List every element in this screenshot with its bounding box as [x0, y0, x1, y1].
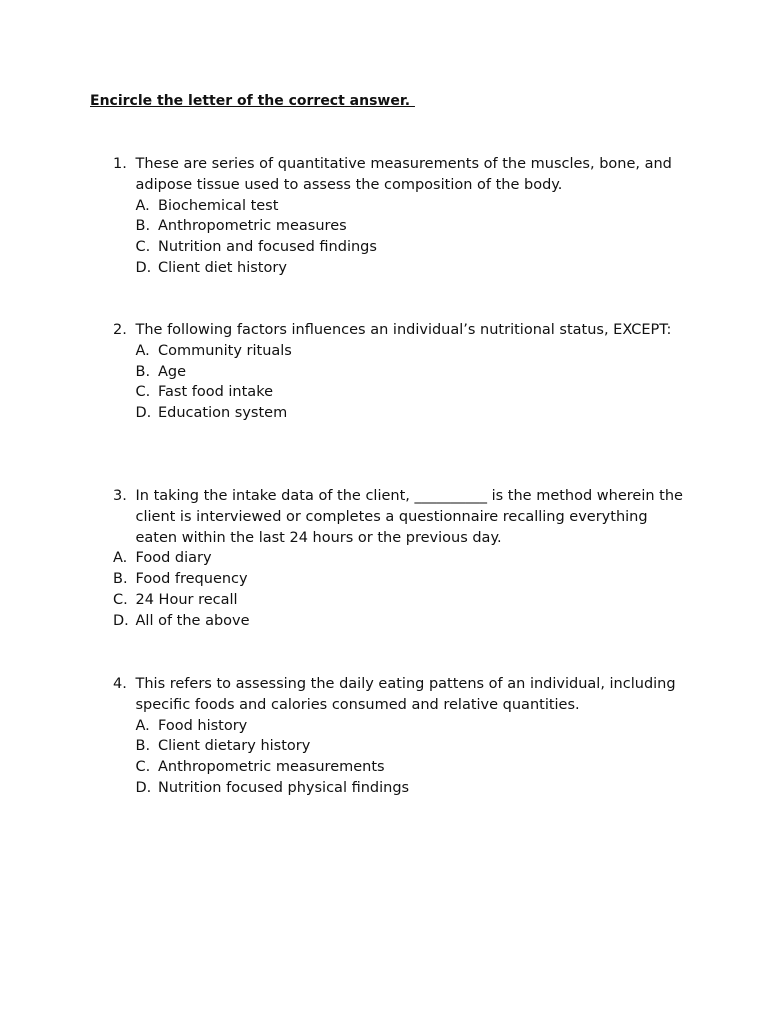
choice-text: 24 Hour recall	[135, 591, 238, 608]
choice-a[interactable]	[113, 341, 693, 362]
choice-letter: B.	[135, 218, 151, 235]
choice-text: Food history	[158, 717, 248, 734]
choice-text: All of the above	[135, 612, 250, 629]
choice-b[interactable]	[113, 362, 693, 383]
question-stem	[113, 674, 693, 716]
choice-text: Food diary	[135, 550, 212, 567]
choice-text: Client dietary history	[158, 738, 311, 755]
choice-a[interactable]	[113, 716, 693, 737]
choice-letter: B.	[113, 571, 128, 588]
question-1	[113, 154, 693, 279]
choice-list	[113, 716, 693, 799]
choice-text: Education system	[158, 405, 288, 422]
choice-d[interactable]	[113, 778, 693, 799]
question-3	[113, 486, 693, 632]
choice-text: Age	[158, 363, 187, 380]
choice-letter: D.	[135, 405, 152, 422]
choice-text: Food frequency	[135, 571, 248, 588]
choice-c[interactable]	[113, 382, 693, 403]
choice-letter: B.	[135, 363, 151, 380]
choice-a[interactable]	[113, 548, 693, 569]
choice-d[interactable]	[113, 403, 693, 424]
choice-a[interactable]	[113, 196, 693, 217]
choice-b[interactable]	[113, 736, 693, 757]
choice-letter: B.	[135, 738, 151, 755]
choice-c[interactable]	[113, 237, 693, 258]
choice-letter: C.	[135, 384, 151, 401]
choice-text: Anthropometric measurements	[158, 759, 385, 776]
choice-letter: C.	[135, 239, 151, 256]
question-stem	[113, 320, 693, 341]
question-text: In taking the intake data of the client, __________ is the method wherein the client is interviewed or completes a questionnaire recalling everything eaten within the last 24 hours or the previous day.	[135, 488, 683, 546]
choice-letter: D.	[113, 612, 129, 629]
choice-letter: A.	[135, 342, 150, 359]
choice-b[interactable]	[113, 216, 693, 237]
choice-c[interactable]	[113, 757, 693, 778]
choice-d[interactable]	[113, 611, 693, 632]
question-2	[113, 320, 693, 424]
instruction-heading: Encircle the letter of the correct answer.	[90, 93, 415, 109]
choice-letter: A.	[113, 550, 128, 567]
choice-b[interactable]	[113, 569, 693, 590]
choice-c[interactable]	[113, 590, 693, 611]
question-number: 4.	[113, 676, 127, 692]
choice-letter: D.	[135, 259, 152, 276]
question-text: These are series of quantitative measurements of the muscles, bone, and adipose tissue used to assess the composition of the body.	[135, 156, 672, 193]
choice-letter: C.	[113, 591, 128, 608]
choice-text: Client diet history	[158, 259, 287, 276]
choice-text: Fast food intake	[158, 384, 273, 401]
question-number: 1.	[113, 156, 127, 172]
choice-letter: C.	[135, 759, 151, 776]
choice-text: Anthropometric measures	[158, 218, 347, 235]
choice-letter: D.	[135, 779, 152, 796]
choice-text: Nutrition focused physical findings	[158, 779, 410, 796]
choice-list	[113, 196, 693, 279]
question-stem	[113, 154, 693, 196]
question-number: 2.	[113, 322, 127, 338]
question-4	[113, 674, 693, 799]
question-text: The following factors influences an individual’s nutritional status, EXCEPT:	[135, 322, 672, 338]
choice-text: Community rituals	[158, 342, 292, 359]
choice-letter: A.	[135, 197, 150, 214]
choice-letter: A.	[135, 717, 150, 734]
choice-text: Biochemical test	[158, 197, 279, 214]
question-number: 3.	[113, 488, 127, 504]
choice-d[interactable]	[113, 258, 693, 279]
choice-text: Nutrition and focused findings	[158, 239, 377, 256]
choice-list	[113, 341, 693, 424]
question-text: This refers to assessing the daily eating pattens of an individual, including specific foods and calories consumed and relative quantities.	[135, 676, 676, 713]
choice-list	[113, 548, 693, 631]
question-stem	[113, 486, 693, 548]
